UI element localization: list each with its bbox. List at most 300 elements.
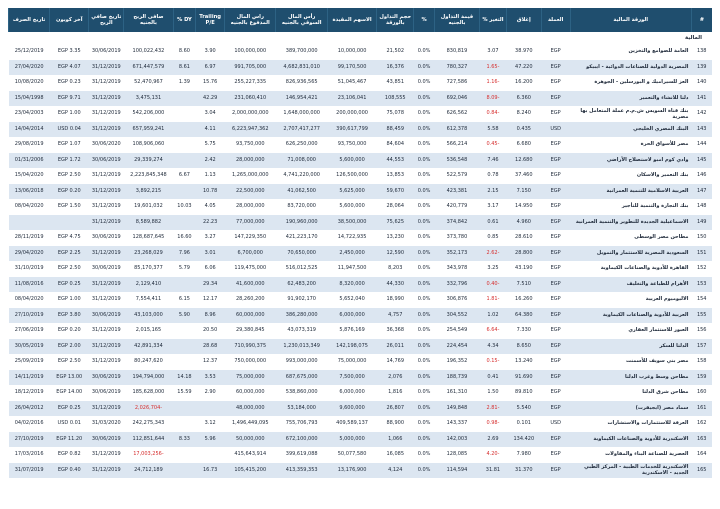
table-row[interactable]	[9, 432, 713, 448]
trade-volume: 18,990	[377, 292, 414, 308]
paid-capital: 28,260,200	[225, 292, 276, 308]
change-percent: -1.81	[480, 292, 507, 308]
pay-date: 27/10/2019	[9, 432, 50, 448]
table-row[interactable]	[9, 122, 713, 138]
currency: EGP	[541, 44, 570, 60]
dividend-yield: 5.79	[173, 261, 196, 277]
paid-capital: 41,600,000	[225, 277, 276, 293]
table-row[interactable]	[9, 323, 713, 339]
pe-ratio: 3.90	[196, 44, 225, 60]
change-percent: 1.50	[480, 385, 507, 401]
currency: EGP	[541, 168, 570, 184]
net-profit: 19,601,032	[124, 199, 173, 215]
security-name[interactable]: الاسكندرية للخدمات الطبية - المركز الطبي الجديد - الاسكندرية	[570, 463, 691, 479]
pe-ratio: 2.90	[196, 385, 225, 401]
currency: EGP	[541, 463, 570, 479]
pay-date: 28/11/2019	[9, 230, 50, 246]
last-coupon: USD 0.01	[50, 416, 89, 432]
close-price: 47.220	[506, 60, 541, 76]
trade-value: 224,454	[434, 339, 479, 355]
security-name[interactable]: العامة للصوامع والتخزين	[570, 44, 691, 60]
paid-capital: 1,265,000,000	[225, 168, 276, 184]
row-index: 146	[691, 168, 712, 184]
market-cap: 41,062,500	[276, 184, 327, 200]
market-cap: 1,230,013,349	[276, 339, 327, 355]
paid-capital: 119,475,000	[225, 261, 276, 277]
table-row[interactable]	[9, 246, 713, 262]
trade-percent: 0.0%	[414, 401, 435, 417]
pay-date: 27/06/2019	[9, 323, 50, 339]
trade-percent: 0.0%	[414, 370, 435, 386]
close-price: 89.810	[506, 385, 541, 401]
security-name[interactable]: العز للسيراميك و البورسلين - الجوهرة	[570, 75, 691, 91]
last-coupon: EGP 1.50	[50, 199, 89, 215]
trade-volume: 75,625	[377, 215, 414, 231]
security-name[interactable]: مطاحن شرق الدلتا	[570, 385, 691, 401]
last-coupon: EGP 1.00	[50, 292, 89, 308]
row-index: 152	[691, 261, 712, 277]
dividend-yield	[173, 215, 196, 231]
last-coupon: EGP 2.50	[50, 261, 89, 277]
pay-date: 29/04/2020	[9, 246, 50, 262]
row-index: 144	[691, 137, 712, 153]
market-cap: 538,860,000	[276, 385, 327, 401]
table-row[interactable]	[9, 60, 713, 76]
trade-volume: 4,757	[377, 308, 414, 324]
table-row[interactable]	[9, 168, 713, 184]
last-coupon: EGP 13.00	[50, 370, 89, 386]
trade-value: 374,842	[434, 215, 479, 231]
row-index: 153	[691, 277, 712, 293]
paid-capital: 28,000,000	[225, 153, 276, 169]
trade-percent: 0.0%	[414, 199, 435, 215]
col-security-header[interactable]: الورقة المالية	[570, 8, 691, 32]
last-coupon: EGP 4.07	[50, 60, 89, 76]
table-row[interactable]	[9, 308, 713, 324]
trade-value: 161,310	[434, 385, 479, 401]
security-name[interactable]: مطاحن وسط وغرب الدلتا	[570, 370, 691, 386]
security-name[interactable]: دلتا للانشاء والتعمير	[570, 91, 691, 107]
pay-date: 31/07/2019	[9, 463, 50, 479]
market-cap: 53,184,000	[276, 401, 327, 417]
pay-date: 31/10/2019	[9, 261, 50, 277]
close-price: 28.610	[506, 230, 541, 246]
currency: EGP	[541, 323, 570, 339]
listed-shares: 51,045,467	[327, 75, 376, 91]
trade-volume: 12,590	[377, 246, 414, 262]
net-profit: 128,687,645	[124, 230, 173, 246]
pe-ratio: 22.23	[196, 215, 225, 231]
col-dy-header[interactable]: DY %	[173, 8, 196, 32]
paid-capital: 29,380,845	[225, 323, 276, 339]
table-row[interactable]	[9, 292, 713, 308]
table-row[interactable]	[9, 91, 713, 107]
currency: EGP	[541, 447, 570, 463]
paid-capital: 231,060,410	[225, 91, 276, 107]
table-row[interactable]	[9, 447, 713, 463]
security-name[interactable]: العرفة للاستثمارات والاستشارات	[570, 416, 691, 432]
market-cap: 755,706,793	[276, 416, 327, 432]
table-row[interactable]	[9, 153, 713, 169]
market-cap: 2,707,417,277	[276, 122, 327, 138]
profit-date: 30/06/2019	[89, 261, 124, 277]
pe-ratio: 16.73	[196, 463, 225, 479]
trade-percent: 0.0%	[414, 106, 435, 122]
net-profit: 29,339,274	[124, 153, 173, 169]
pay-date	[9, 215, 50, 231]
col-listed-shares-header[interactable]: الاسهم المقيدة	[327, 8, 376, 32]
security-name[interactable]: العصرية للصناعة البناء والمقاولات	[570, 447, 691, 463]
last-coupon: EGP 11.20	[50, 432, 89, 448]
table-row[interactable]	[9, 370, 713, 386]
market-cap: 672,100,000	[276, 432, 327, 448]
change-percent: -2.62	[480, 246, 507, 262]
trade-value: 143,337	[434, 416, 479, 432]
profit-date: 31/12/2019	[89, 122, 124, 138]
col-volume-header[interactable]: حجم التداول بالورقة	[377, 8, 414, 32]
trade-percent: 0.0%	[414, 323, 435, 339]
change-percent: 7.46	[480, 153, 507, 169]
table-row[interactable]	[9, 230, 713, 246]
listed-shares: 75,000,000	[327, 354, 376, 370]
change-percent: 1.02	[480, 308, 507, 324]
col-index-header[interactable]: #	[691, 8, 712, 32]
listed-shares: 6,000,000	[327, 385, 376, 401]
col-net-profit-header[interactable]: صافى الربح بالجنيه	[124, 8, 173, 32]
table-row[interactable]	[9, 401, 713, 417]
pay-date: 10/08/2020	[9, 75, 50, 91]
profit-date: 31/12/2019	[89, 354, 124, 370]
trade-volume: 108,555	[377, 91, 414, 107]
change-percent: 3.07	[480, 44, 507, 60]
close-price: 8.240	[506, 106, 541, 122]
security-name[interactable]: مصر بني سويف للأسمنت	[570, 354, 691, 370]
trade-volume: 36,368	[377, 323, 414, 339]
market-cap: 413,359,353	[276, 463, 327, 479]
dividend-yield	[173, 354, 196, 370]
trade-percent: 0.0%	[414, 385, 435, 401]
net-profit: 2,129,410	[124, 277, 173, 293]
currency: EGP	[541, 401, 570, 417]
trade-percent: 0.0%	[414, 75, 435, 91]
close-price: 16.260	[506, 292, 541, 308]
col-change-header[interactable]: التغير %	[480, 8, 507, 32]
trade-value: 306,876	[434, 292, 479, 308]
col-last-coupon-header[interactable]: آخر كوبون	[50, 8, 89, 32]
table-row[interactable]	[9, 277, 713, 293]
trade-volume: 8,203	[377, 261, 414, 277]
net-profit: 100,022,432	[124, 44, 173, 60]
pe-ratio: 3.04	[196, 106, 225, 122]
net-profit: 185,628,000	[124, 385, 173, 401]
trade-volume: 1,816	[377, 385, 414, 401]
close-price: 4.960	[506, 215, 541, 231]
trade-value: 343,978	[434, 261, 479, 277]
change-percent: -2.81	[480, 401, 507, 417]
paid-capital: 77,000,000	[225, 215, 276, 231]
listed-shares: 5,600,000	[327, 153, 376, 169]
market-cap: 421,223,170	[276, 230, 327, 246]
profit-date: 31/12/2019	[89, 401, 124, 417]
last-coupon: EGP 2.50	[50, 168, 89, 184]
trade-value: 304,552	[434, 308, 479, 324]
net-profit: 7,554,411	[124, 292, 173, 308]
listed-shares: 11,947,500	[327, 261, 376, 277]
col-currency-header[interactable]: العملة	[541, 8, 570, 32]
trade-percent: 0.0%	[414, 292, 435, 308]
row-index: 147	[691, 184, 712, 200]
listed-shares: 50,077,580	[327, 447, 376, 463]
trade-percent: 0.0%	[414, 416, 435, 432]
table-row[interactable]	[9, 184, 713, 200]
col-close-header[interactable]: إغلاق	[506, 8, 541, 32]
pay-date: 18/12/2019	[9, 385, 50, 401]
trade-value: 373,780	[434, 230, 479, 246]
trade-volume: 1,066	[377, 432, 414, 448]
col-pay-date-header[interactable]: تاريخ الصرف	[9, 8, 50, 32]
security-name[interactable]: العربية الاسلامية للتنمية العمرانية	[570, 184, 691, 200]
trade-volume: 43,851	[377, 75, 414, 91]
market-cap: 516,012,525	[276, 261, 327, 277]
security-name[interactable]: السعودية المصرية للاستثمار والتمويل	[570, 246, 691, 262]
market-cap: 43,073,319	[276, 323, 327, 339]
market-cap: 83,720,000	[276, 199, 327, 215]
pay-date: 27/04/2020	[9, 60, 50, 76]
currency: EGP	[541, 230, 570, 246]
pe-ratio: 12.37	[196, 354, 225, 370]
net-profit: 108,906,060	[124, 137, 173, 153]
trade-value: 522,579	[434, 168, 479, 184]
table-row[interactable]	[9, 385, 713, 401]
change-percent: -6.64	[480, 323, 507, 339]
listed-shares: 14,722,935	[327, 230, 376, 246]
change-percent: 31.81	[480, 463, 507, 479]
col-market-cap-header[interactable]: رأس المال السوقي بالجنيه	[276, 8, 327, 32]
net-profit: 42,891,334	[124, 339, 173, 355]
dividend-yield: 8.61	[173, 60, 196, 76]
trade-volume: 44,553	[377, 153, 414, 169]
pay-date: 13/06/2018	[9, 184, 50, 200]
currency: USD	[541, 416, 570, 432]
row-index: 148	[691, 199, 712, 215]
dividend-yield: 6.67	[173, 168, 196, 184]
stocks-table-container	[8, 8, 712, 478]
trade-value: 128,085	[434, 447, 479, 463]
row-index: 145	[691, 153, 712, 169]
row-index: 159	[691, 370, 712, 386]
security-name[interactable]: الدلتا للسكر	[570, 339, 691, 355]
last-coupon: EGP 1.07	[50, 137, 89, 153]
net-profit: 2,015,165	[124, 323, 173, 339]
trade-value: 536,548	[434, 153, 479, 169]
table-row[interactable]	[9, 416, 713, 432]
trade-percent: 0.0%	[414, 447, 435, 463]
change-percent: 0.78	[480, 168, 507, 184]
trade-value: 149,848	[434, 401, 479, 417]
security-name[interactable]: المصرية الدولية للصناعات الدوائية - ايبيكو	[570, 60, 691, 76]
pe-ratio: 5.75	[196, 137, 225, 153]
row-index: 143	[691, 122, 712, 138]
pe-ratio: 6.06	[196, 261, 225, 277]
security-name[interactable]: الأهرام للطباعة والتغليف	[570, 277, 691, 293]
pay-date: 25/12/2019	[9, 44, 50, 60]
profit-date: 31/12/2019	[89, 106, 124, 122]
pe-ratio: 29.34	[196, 277, 225, 293]
row-index: 138	[691, 44, 712, 60]
currency: EGP	[541, 60, 570, 76]
table-row[interactable]	[9, 215, 713, 231]
change-percent: 2.69	[480, 432, 507, 448]
trade-value: 626,562	[434, 106, 479, 122]
change-percent: 5.58	[480, 122, 507, 138]
trade-value: 114,594	[434, 463, 479, 479]
security-name[interactable]: بنك التجارة والتنمية للتأجير	[570, 199, 691, 215]
currency: EGP	[541, 75, 570, 91]
trade-value: 566,214	[434, 137, 479, 153]
listed-shares: 7,500,000	[327, 370, 376, 386]
net-profit: 43,103,000	[124, 308, 173, 324]
pe-ratio	[196, 447, 225, 463]
dividend-yield: 15.59	[173, 385, 196, 401]
security-name[interactable]: مطاحن مصر الوسطى	[570, 230, 691, 246]
currency: EGP	[541, 339, 570, 355]
net-profit: 657,959,241	[124, 122, 173, 138]
net-profit: 24,712,189	[124, 463, 173, 479]
market-cap: 62,483,200	[276, 277, 327, 293]
security-name[interactable]: القاهرة للأدوية والصناعات الكيماوية	[570, 261, 691, 277]
trade-value: 727,586	[434, 75, 479, 91]
currency: EGP	[541, 385, 570, 401]
table-row[interactable]	[9, 463, 713, 479]
security-name[interactable]: سماد مصر (ايجيفرت)	[570, 401, 691, 417]
pay-date: 14/04/2014	[9, 122, 50, 138]
dividend-yield: 1.39	[173, 75, 196, 91]
close-price: 0.435	[506, 122, 541, 138]
col-percent-header[interactable]: %	[414, 8, 435, 32]
table-row[interactable]	[9, 199, 713, 215]
security-name[interactable]: الاليوميوم العربية	[570, 292, 691, 308]
paid-capital: 255,227,335	[225, 75, 276, 91]
col-paid-capital-header[interactable]: راس المال المدفوع بالجنيه	[225, 8, 276, 32]
close-price: 6.680	[506, 137, 541, 153]
security-name[interactable]: بنك التعمير والاسكان	[570, 168, 691, 184]
market-cap: 626,250,000	[276, 137, 327, 153]
trade-volume: 16,085	[377, 447, 414, 463]
close-price: 7.150	[506, 184, 541, 200]
listed-shares: 5,000,000	[327, 432, 376, 448]
last-coupon: EGP 2.00	[50, 339, 89, 355]
market-cap: 993,000,000	[276, 354, 327, 370]
trade-value: 254,549	[434, 323, 479, 339]
listed-shares: 9,600,000	[327, 401, 376, 417]
last-coupon: EGP 0.25	[50, 401, 89, 417]
security-name[interactable]: العربية للأدوية والصناعات الكيماوية	[570, 308, 691, 324]
trade-value: 188,739	[434, 370, 479, 386]
security-name[interactable]: بنك قناة السويس ش.م.م عملة المتعامل بها مصرية	[570, 106, 691, 122]
table-row[interactable]	[9, 339, 713, 355]
currency: EGP	[541, 91, 570, 107]
currency: USD	[541, 122, 570, 138]
trade-percent: 0.0%	[414, 261, 435, 277]
listed-shares: 5,652,040	[327, 292, 376, 308]
profit-date: 31/12/2019	[89, 447, 124, 463]
trade-percent: 0.0%	[414, 246, 435, 262]
market-cap: 1,648,000,000	[276, 106, 327, 122]
table-row[interactable]	[9, 75, 713, 91]
trade-volume: 88,459	[377, 122, 414, 138]
row-index: 160	[691, 385, 712, 401]
security-name[interactable]: الاسماعيلية الجديدة للتطوير والتنمية العمرانية	[570, 215, 691, 231]
dividend-yield	[173, 463, 196, 479]
paid-capital: 147,229,350	[225, 230, 276, 246]
paid-capital: 93,750,000	[225, 137, 276, 153]
security-name[interactable]: العبور للاستثمار العقاري	[570, 323, 691, 339]
security-name[interactable]: البنك المصري الخليجي	[570, 122, 691, 138]
listed-shares: 99,170,500	[327, 60, 376, 76]
security-name[interactable]: الاسكندرية للأدوية والصناعات الكيماوية	[570, 432, 691, 448]
paid-capital: 60,000,000	[225, 385, 276, 401]
listed-shares: 5,625,000	[327, 184, 376, 200]
row-index: 141	[691, 91, 712, 107]
security-name[interactable]: مصر للأسواق الحرة	[570, 137, 691, 153]
table-row[interactable]	[9, 44, 713, 60]
currency: EGP	[541, 432, 570, 448]
change-percent: 3.25	[480, 261, 507, 277]
table-row[interactable]	[9, 354, 713, 370]
table-row[interactable]	[9, 106, 713, 122]
trade-value: 142,003	[434, 432, 479, 448]
row-index: 151	[691, 246, 712, 262]
trade-percent: 0.0%	[414, 339, 435, 355]
net-profit: 112,851,644	[124, 432, 173, 448]
change-percent: -1.16	[480, 75, 507, 91]
col-trade-value-header[interactable]: قيمة التداول بالجنيه	[434, 8, 479, 32]
net-profit: 3,475,131	[124, 91, 173, 107]
trade-percent: 0.0%	[414, 60, 435, 76]
profit-date: 31/12/2019	[89, 91, 124, 107]
net-profit: 242,275,343	[124, 416, 173, 432]
table-body	[9, 32, 713, 478]
table-row[interactable]	[9, 261, 713, 277]
last-coupon: USD 0.04	[50, 122, 89, 138]
dividend-yield: 8.60	[173, 44, 196, 60]
table-row[interactable]	[9, 137, 713, 153]
security-name[interactable]: وادي كوم امبو لاستصلاح الأراضي	[570, 153, 691, 169]
col-profit-date-header[interactable]: تاريخ صافي الربح	[89, 8, 124, 32]
profit-date: 31/12/2019	[89, 277, 124, 293]
listed-shares: 13,176,900	[327, 463, 376, 479]
listed-shares: 142,198,075	[327, 339, 376, 355]
dividend-yield	[173, 106, 196, 122]
net-profit: 3,892,215	[124, 184, 173, 200]
net-profit: 23,268,029	[124, 246, 173, 262]
dividend-yield: 14.18	[173, 370, 196, 386]
row-index: 139	[691, 60, 712, 76]
profit-date: 31/12/2019	[89, 246, 124, 262]
paid-capital: 750,000,000	[225, 354, 276, 370]
row-index: 150	[691, 230, 712, 246]
paid-capital: 50,000,000	[225, 432, 276, 448]
currency: EGP	[541, 106, 570, 122]
trade-volume: 28,064	[377, 199, 414, 215]
currency: EGP	[541, 354, 570, 370]
row-index: 156	[691, 323, 712, 339]
market-cap: 91,902,170	[276, 292, 327, 308]
net-profit: -17,003,256	[124, 447, 173, 463]
col-pe-header[interactable]: Trailing P/E	[196, 8, 225, 32]
last-coupon: EGP 1.72	[50, 153, 89, 169]
trade-volume: 14,769	[377, 354, 414, 370]
